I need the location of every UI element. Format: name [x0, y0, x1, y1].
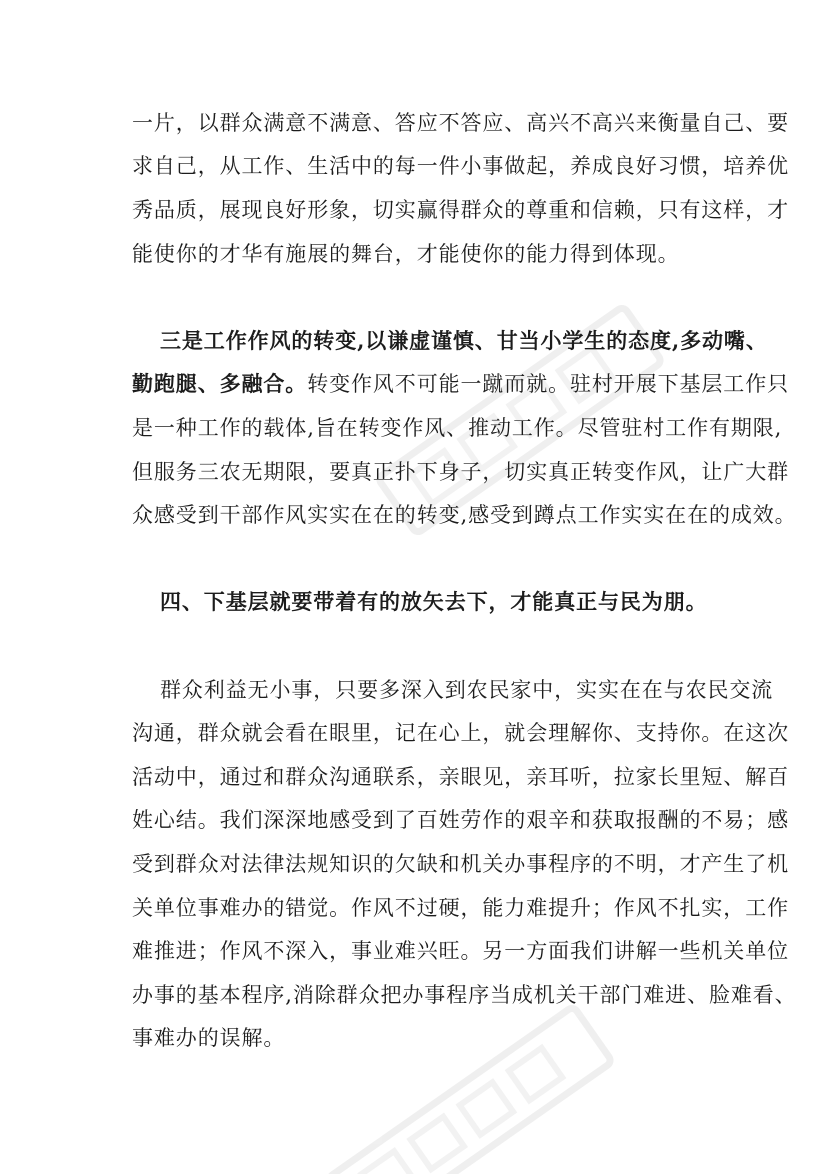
paragraph-2-heading-bold-end: 勤跑腿、多融合。: [132, 371, 308, 396]
paragraph-3-line-6: 关单位事难办的错觉。作风不过硬，能力难提升；作风不扎实，工作: [132, 896, 789, 920]
paragraph-1-line-1: 一片，以群众满意不满意、答应不答应、高兴不高兴来衡量自己、要: [132, 111, 789, 135]
paragraph-2-line-2: [132, 364, 790, 404]
paragraph-2-heading-line-1: 三是工作作风的转变,以谦虚谨慎、甘当小学生的态度,多动嘴、: [160, 328, 768, 353]
paragraph-2-line-2-rest: 转变作风不可能一蹴而就。驻村开展下基层工作只: [307, 372, 790, 396]
paragraph-2-line-4: 但服务三农无期限，要真正扑下身子，切实真正转变作风，让广大群: [132, 460, 789, 484]
paragraph-3-line-5: 受到群众对法律法规知识的欠缺和机关办事程序的不明，才产生了机: [132, 852, 789, 876]
paragraph-2-line-3: 是一种工作的载体,旨在转变作风、推动工作。尽管驻村工作有期限,: [132, 416, 783, 440]
paragraph-1-line-2: 求自己，从工作、生活中的每一件小事做起，养成良好习惯，培养优: [132, 154, 789, 178]
paragraph-3-line-1: 群众利益无小事，只要多深入到农民家中，实实在在与农民交流: [160, 678, 774, 702]
paragraph-3-line-7: 难推进；作风不深入，事业难兴旺。另一方面我们讲解一些机关单位: [132, 939, 789, 963]
paragraph-3-line-4: 姓心结。我们深深地感受到了百姓劳作的艰辛和获取报酬的不易；感: [132, 808, 789, 832]
paragraph-1-line-3: 秀品质，展现良好形象，切实赢得群众的尊重和信赖，只有这样，才: [132, 198, 789, 222]
paragraph-3-line-8: 办事的基本程序,消除群众把办事程序当成机关干部门难进、脸难看、: [132, 983, 797, 1007]
paragraph-3-line-9: 事难办的误解。: [132, 1026, 286, 1050]
paragraph-1-line-4: 能使你的才华有施展的舞台，才能使你的能力得到体现。: [132, 242, 680, 266]
paragraph-2-line-5: 众感受到干部作风实实在在的转变,感受到蹲点工作实实在在的成效。: [132, 503, 797, 527]
paragraph-3-line-3: 活动中，通过和群众沟通联系，亲眼见，亲耳听，拉家长里短、解百: [132, 765, 789, 789]
paragraph-3-line-2: 沟通，群众就会看在眼里，记在心上，就会理解你、支持你。在这次: [132, 721, 789, 745]
section-heading-4: 四、下基层就要带着有的放矢去下，才能真正与民为朋。: [160, 589, 708, 614]
